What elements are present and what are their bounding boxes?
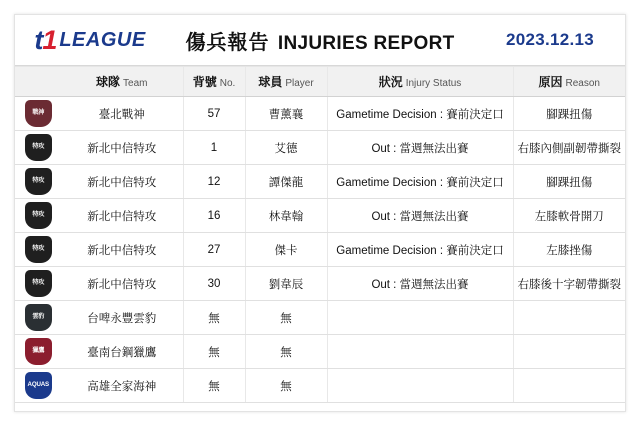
player-name-cell: 譚傑龍: [245, 165, 327, 199]
column-header-player-cn: 球員: [258, 75, 283, 89]
injury-status-cell: Gametime Decision : 賽前決定口: [327, 165, 513, 199]
table-row: [15, 97, 625, 131]
team-badge-icon: [25, 372, 52, 399]
team-name-cell: 新北中信特攻: [61, 199, 183, 233]
column-header-reason-cn: 原因: [538, 75, 563, 89]
player-name-cell: 無: [245, 369, 327, 403]
team-badge-label: 特攻: [32, 245, 44, 253]
jersey-number-cell: 57: [183, 97, 245, 131]
injuries-report-card: [14, 14, 626, 412]
table-body: [15, 97, 625, 403]
team-logo-cell: [15, 301, 61, 335]
column-header-player-en: Player: [285, 78, 314, 89]
column-header-logo: [15, 67, 61, 97]
logo-mark: t1: [34, 24, 57, 55]
team-badge-icon: [25, 134, 52, 161]
player-name-cell: 無: [245, 335, 327, 369]
injury-reason-cell: 腳踝扭傷: [513, 165, 625, 199]
team-logo-cell: [15, 165, 61, 199]
team-badge-label: 特攻: [32, 211, 44, 219]
injury-reason-cell: [513, 369, 625, 403]
report-header: [15, 15, 625, 66]
column-header-team-en: Team: [123, 78, 148, 89]
jersey-number-cell: 1: [183, 131, 245, 165]
team-logo-cell: [15, 97, 61, 131]
injury-status-cell: [327, 335, 513, 369]
team-name-cell: 新北中信特攻: [61, 131, 183, 165]
column-header-player: [245, 67, 327, 97]
team-badge-icon: [25, 100, 52, 127]
injury-status-cell: [327, 301, 513, 335]
column-header-status-cn: 狀況: [378, 75, 403, 89]
table-row: [15, 131, 625, 165]
jersey-number-cell: 12: [183, 165, 245, 199]
column-header-no-en: No.: [219, 78, 236, 89]
team-badge-label: 戰神: [32, 109, 44, 117]
player-name-cell: 傑卡: [245, 233, 327, 267]
team-badge-icon: [25, 338, 52, 365]
column-header-reason: [513, 67, 625, 97]
column-header-team-cn: 球隊: [96, 75, 121, 89]
jersey-number-cell: 無: [183, 335, 245, 369]
column-header-status-en: Injury Status: [405, 78, 462, 89]
report-title-cn: 傷兵報告: [185, 31, 270, 54]
player-name-cell: 無: [245, 301, 327, 335]
team-badge-label: 特攻: [32, 177, 44, 185]
team-badge-label: 特攻: [32, 279, 44, 287]
jersey-number-cell: 無: [183, 369, 245, 403]
table-row: [15, 199, 625, 233]
table-row: [15, 267, 625, 301]
logo-text: LEAGUE: [59, 29, 146, 51]
team-badge-label: 雲豹: [32, 313, 44, 321]
table-row: [15, 301, 625, 335]
report-title-en: INJURIES REPORT: [277, 32, 455, 54]
team-badge-icon: [25, 168, 52, 195]
team-name-cell: 臺南台鋼獵鷹: [61, 335, 183, 369]
player-name-cell: 林韋翰: [245, 199, 327, 233]
team-name-cell: 臺北戰神: [61, 97, 183, 131]
team-logo-cell: [15, 335, 61, 369]
column-header-team: [61, 67, 183, 97]
team-badge-icon: [25, 304, 52, 331]
injury-reason-cell: 右膝後十字韌帶撕裂: [513, 267, 625, 301]
injury-reason-cell: 左膝軟骨開刀: [513, 199, 625, 233]
injury-reason-cell: [513, 335, 625, 369]
column-header-status: [327, 67, 513, 97]
team-badge-label: 特攻: [32, 143, 44, 151]
team-logo-cell: [15, 267, 61, 301]
team-name-cell: 新北中信特攻: [61, 267, 183, 301]
report-date: 2023.12.13: [505, 30, 595, 49]
table-row: [15, 233, 625, 267]
team-logo-cell: [15, 199, 61, 233]
player-name-cell: 劉韋辰: [245, 267, 327, 301]
injury-status-cell: Out : 當週無法出賽: [327, 131, 513, 165]
jersey-number-cell: 16: [183, 199, 245, 233]
jersey-number-cell: 27: [183, 233, 245, 267]
table-row: [15, 369, 625, 403]
team-name-cell: 高雄全家海神: [61, 369, 183, 403]
jersey-number-cell: 30: [183, 267, 245, 301]
team-badge-icon: [25, 236, 52, 263]
column-header-no-cn: 背號: [192, 75, 217, 89]
injury-reason-cell: 右膝內側副韌帶撕裂: [513, 131, 625, 165]
injury-status-cell: Out : 當週無法出賽: [327, 267, 513, 301]
team-name-cell: 台啤永豐雲豹: [61, 301, 183, 335]
injury-reason-cell: 腳踝扭傷: [513, 97, 625, 131]
column-header-reason-en: Reason: [565, 78, 600, 89]
team-name-cell: 新北中信特攻: [61, 233, 183, 267]
team-badge-label: 獵鷹: [32, 347, 44, 355]
team-logo-cell: [15, 131, 61, 165]
injuries-table: [15, 66, 625, 403]
injury-reason-cell: [513, 301, 625, 335]
injury-status-cell: [327, 369, 513, 403]
team-logo-cell: [15, 233, 61, 267]
jersey-number-cell: 無: [183, 301, 245, 335]
table-row: [15, 165, 625, 199]
team-badge-icon: [25, 202, 52, 229]
team-badge-label: AQUAS: [27, 381, 49, 389]
player-name-cell: 曹薰襄: [245, 97, 327, 131]
logo-mark-accent: 1: [42, 24, 57, 55]
table-row: [15, 335, 625, 369]
injury-reason-cell: 左膝挫傷: [513, 233, 625, 267]
column-header-no: [183, 67, 245, 97]
injury-status-cell: Gametime Decision : 賽前決定口: [327, 233, 513, 267]
team-name-cell: 新北中信特攻: [61, 165, 183, 199]
injury-status-cell: Gametime Decision : 賽前決定口: [327, 97, 513, 131]
team-badge-icon: [25, 270, 52, 297]
player-name-cell: 艾德: [245, 131, 327, 165]
team-logo-cell: [15, 369, 61, 403]
injury-status-cell: Out : 當週無法出賽: [327, 199, 513, 233]
table-header-row: [15, 67, 625, 97]
report-title: [165, 26, 475, 55]
league-logo: [15, 15, 165, 65]
